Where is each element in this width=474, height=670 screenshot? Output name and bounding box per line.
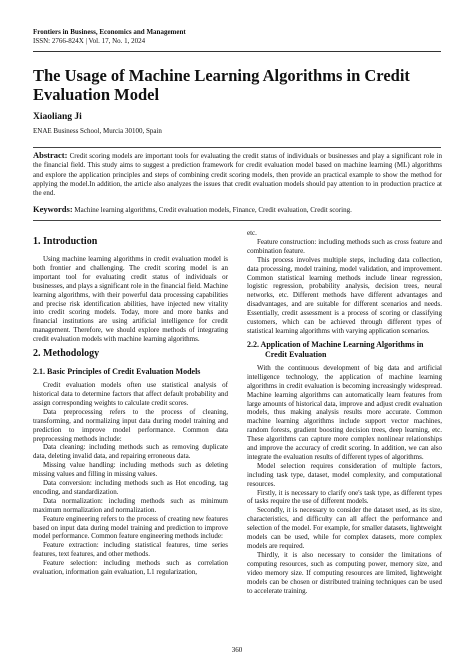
abstract-top-rule [33, 147, 441, 148]
issn-line: ISSN: 2766-824X | Vol. 17, No. 1, 2024 [33, 37, 146, 45]
paragraph: Missing value handling: including methods such as deleting missing values and filling in missing values. [33, 461, 228, 479]
keywords-text: Machine learning algorithms, Credit evaluation models, Finance, Credit evaluation, Credit scoring. [74, 206, 352, 214]
abstract-block [33, 151, 442, 198]
author-name: Xiaoliang Ji [33, 112, 82, 122]
abstract-label: Abstract: [33, 150, 68, 160]
section-heading-methodology: 2. Methodology [33, 348, 100, 360]
paragraph: Thirdly, it is also necessary to consider the limitations of computing resources, such as computing power, memory size, and video memory size. If computing resources are limited, lightweight models can be chosen or distributed training techniques can be used to accelerate training. [247, 550, 442, 595]
abstract-bottom-rule [33, 220, 441, 221]
paragraph: Data cleaning: including methods such as removing duplicate data, deleting invalid data, and repairing erroneous data. [33, 443, 228, 461]
left-column [33, 232, 228, 577]
paragraph: Data conversion: including methods such as Hot encoding, tag encoding, and standardization. [33, 479, 228, 496]
right-column [247, 229, 442, 595]
section-heading-introduction: 1. Introduction [33, 236, 98, 247]
header-rule [33, 51, 441, 52]
subsection-heading-2-2: 2.2. Application of Machine Learning Algorithms in Credit Evaluation [247, 339, 424, 359]
keywords-label: Keywords: [33, 204, 73, 214]
paragraph: Feature engineering refers to the process of creating new features based on input data during model training and prediction to improve model performance. Common feature engineering methods include: [33, 514, 228, 541]
paragraph: Credit evaluation models often use statistical analysis of historical data to determine factors that affect default probability and assign corresponding weights to calculate credit scores. [33, 381, 228, 407]
page-number: 360 [231, 646, 243, 654]
paragraph: Feature extraction: including statistical features, time series features, text features, and other methods. [33, 541, 228, 559]
subsection-heading-2-1: 2.1. Basic Principles of Credit Evaluation Models [33, 367, 201, 377]
keywords-block [33, 205, 442, 215]
abstract-text: Credit scoring models are important tools for evaluating the credit status of individuals or businesses and play a significant role in the financial field. This study aims to suggest a prediction framework for credit evaluation model based on machine learning (ML) algorithms and explore the application principles and steps of combining credit scoring models, then provide an practical example to show the method for applying the model.In addition, the article also analyzes the issues that credit evaluation models should pay attention to in production practice at the end. [33, 152, 442, 198]
paragraph-continuation: etc. [247, 229, 257, 237]
paragraph: With the continuous development of big data and artificial intelligence technology, the application of machine learning algorithms in credit evaluation is becoming increasingly widespread. Machine learning algorithms can automatically learn features from large amounts of historical data, improve and adjust credit evaluation models, thus making analysis results more accurate. Common machine learning algorithms include support vector machines, random forests, gradient boosting decision trees, deep learning, etc. These algorithms can capture more complex nonlinear relationships and improve the accuracy of credit scoring. In addition, we can also integrate the evaluation results of different types of algorithms. [247, 363, 442, 461]
affiliation: ENAE Business School, Murcia 30100, Spain [33, 127, 162, 135]
paragraph: This process involves multiple steps, including data collection, data processing, model training, model validation, and improvement. Common statistical learning methods include linear regression, logistic regression, probability analysis, decision trees, neural networks, etc. Different methods have different advantages and disadvantages, and are suitable for different scenarios and needs. Essentially, credit assessment is a process of scoring or classifying customers, which can be achieved through different types of statistical learning algorithms with varying application scenarios. [247, 255, 442, 335]
paragraph: Model selection requires consideration of multiple factors, including task type, dataset, model complexity, and computational resources. [247, 461, 442, 488]
paragraph: Secondly, it is necessary to consider the dataset used, as its size, characteristics, and difficulty can all affect the performance and selection of the model. For example, for smaller datasets, lightweight models can be used, while for complex datasets, more complex models are required. [247, 506, 442, 550]
journal-name: Frontiers in Business, Economics and Management [33, 28, 186, 36]
paragraph: Data normalization: including methods such as minimum maximum normalization and normalization. [33, 496, 228, 514]
journal-header [33, 28, 186, 46]
paragraph: Feature selection: including methods such as correlation evaluation, information gain evaluation, L1 regularization, [33, 559, 228, 577]
paragraph: Feature construction: including methods such as cross feature and combination feature. [247, 237, 442, 255]
paper-title: The Usage of Machine Learning Algorithms in Credit Evaluation Model [33, 66, 410, 104]
paragraph: Firstly, it is necessary to clarify one's task type, as different types of tasks require the use of different models. [247, 488, 442, 506]
paragraph: Data preprocessing refers to the process of cleaning, transforming, and normalizing input data during model training and prediction to improve model performance. Common data preprocessing methods include: [33, 407, 228, 443]
intro-paragraph: Using machine learning algorithms in credit evaluation model is both frontier and challenging. The credit scoring model is an important tool for evaluating credit status of individuals or businesses, and plays a significant role in the financial field. Machine learning algorithms, with their powerful data processing capabilities and precise risk identification abilities, have injected new vitality into credit scoring models. Today, more and more banks and financial institutions are using artificial intelligence for credit management. Therefore, we should explore methods of integrating credit evaluation models with machine learning algorithms. [33, 255, 228, 344]
